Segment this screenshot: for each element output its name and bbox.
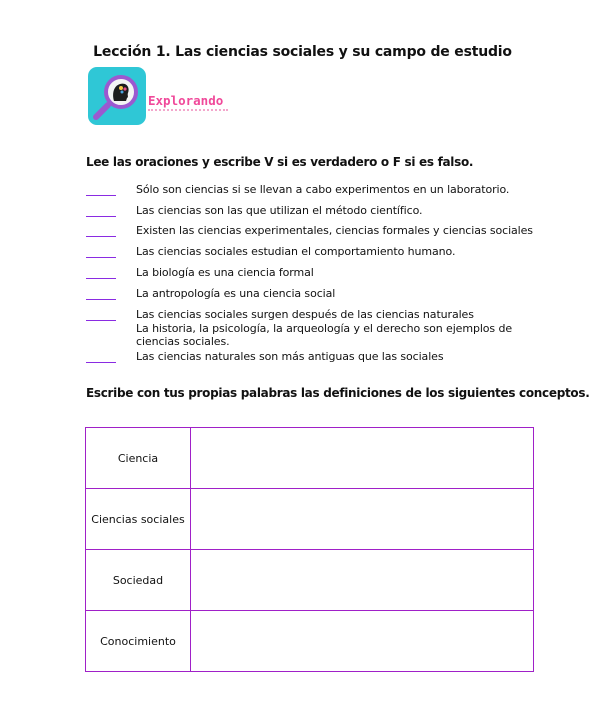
page-title: Lección 1. Las ciencias sociales y su campo de estudio: [93, 44, 512, 60]
table-row: [86, 550, 534, 611]
statement: La antropología es una ciencia social: [136, 287, 336, 300]
definition-cell[interactable]: [191, 489, 534, 550]
statement: Sólo son ciencias si se llevan a cabo experimentos en un laboratorio.: [136, 183, 510, 196]
table-row: [86, 489, 534, 550]
answer-blank[interactable]: [86, 195, 116, 196]
term-cell: Ciencias sociales: [86, 489, 191, 550]
statement: Las ciencias sociales estudian el comportamiento humano.: [136, 245, 456, 258]
answer-blank[interactable]: [86, 320, 116, 321]
statement: Las ciencias naturales son más antiguas que las sociales: [136, 350, 444, 363]
logo-underline: [148, 109, 228, 113]
term-cell: Ciencia: [86, 428, 191, 489]
answer-blank[interactable]: [86, 236, 116, 237]
statement: La biología es una ciencia formal: [136, 266, 314, 279]
definition-cell[interactable]: [191, 428, 534, 489]
answer-blank[interactable]: [86, 299, 116, 300]
statement: Las ciencias sociales surgen después de las ciencias naturales: [136, 308, 474, 321]
explorando-logo: [88, 67, 146, 125]
definition-cell[interactable]: [191, 550, 534, 611]
table-row: [86, 611, 534, 672]
section1-heading: Lee las oraciones y escribe V si es verdadero o F si es falso.: [86, 155, 474, 169]
term-cell: Sociedad: [86, 550, 191, 611]
statement: Existen las ciencias experimentales, ciencias formales y ciencias sociales: [136, 224, 533, 237]
table-row: [86, 428, 534, 489]
magnifier-head-icon: [88, 67, 146, 125]
term-cell: Conocimiento: [86, 611, 191, 672]
answer-blank[interactable]: [86, 278, 116, 279]
logo-text: Explorando: [148, 93, 224, 108]
definition-cell[interactable]: [191, 611, 534, 672]
statement: La historia, la psicología, la arqueología y el derecho son ejemplos de ciencias sociales.: [136, 322, 513, 348]
answer-blank[interactable]: [86, 257, 116, 258]
answer-blank[interactable]: [86, 362, 116, 363]
definitions-table: [85, 427, 534, 672]
answer-blank[interactable]: [86, 216, 116, 217]
statement: Las ciencias son las que utilizan el método científico.: [136, 204, 423, 217]
section2-heading: Escribe con tus propias palabras las definiciones de los siguientes conceptos.: [86, 386, 590, 400]
